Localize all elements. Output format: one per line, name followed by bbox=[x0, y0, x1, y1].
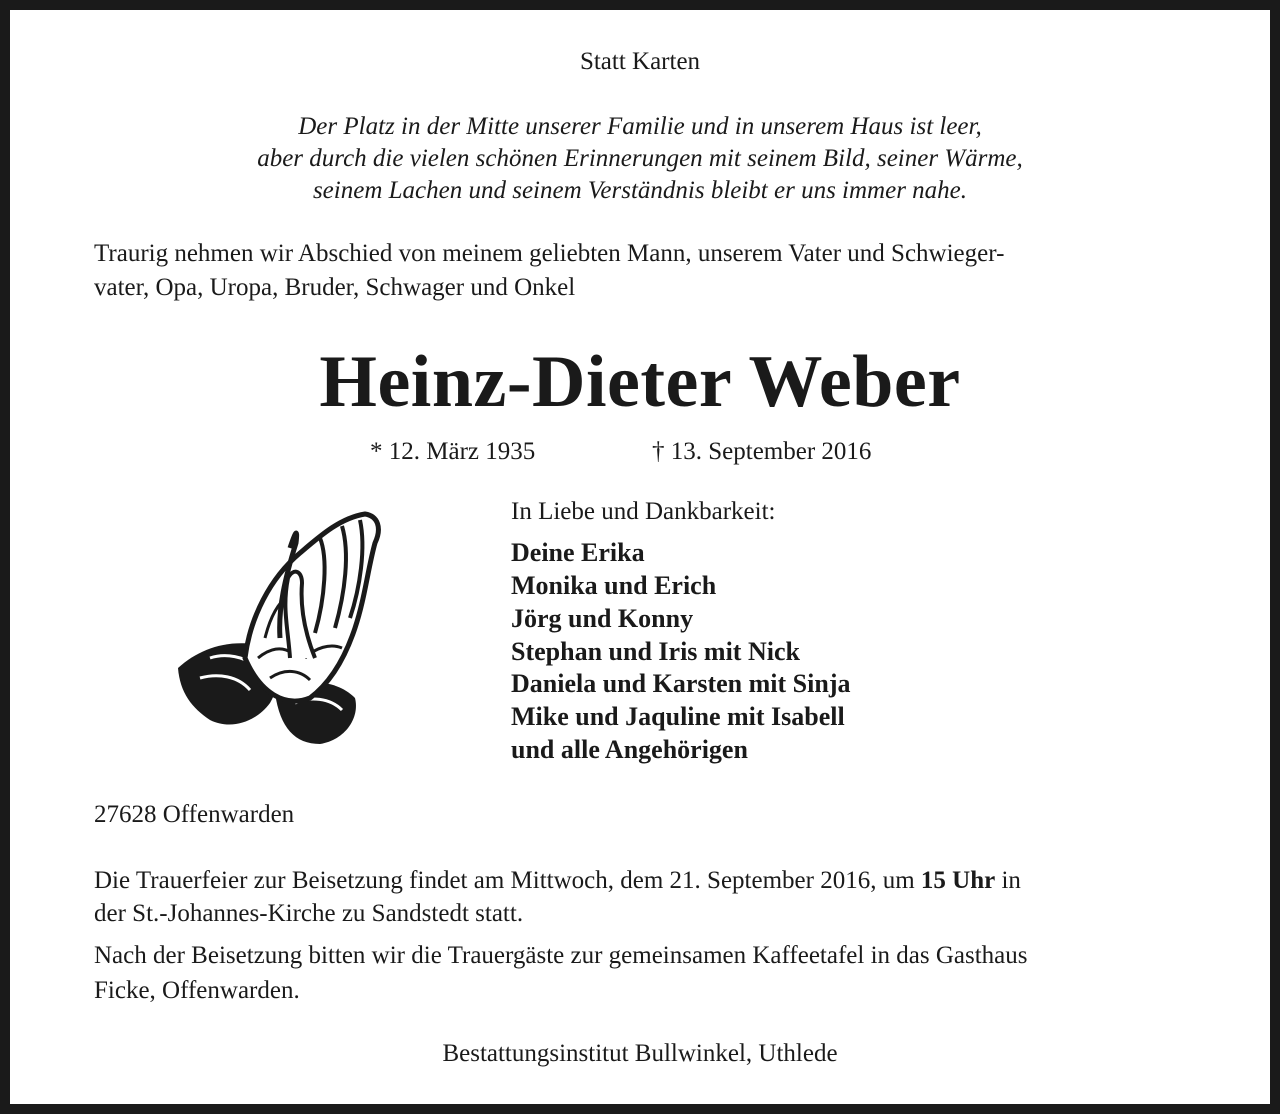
mourner-name: Jörg und Konny bbox=[511, 604, 694, 633]
reception-line-1: Nach der Beisetzung bitten wir die Trauergäste zur gemeinsamen Kaffeetafel in das Gasthaus bbox=[94, 942, 1028, 969]
reception-line-2: Ficke, Offenwarden. bbox=[94, 977, 300, 1004]
ceremony-text-end: in bbox=[995, 867, 1021, 894]
quote-line-2: aber durch die vielen schönen Erinnerungen mit seinem Bild, seiner Wärme, bbox=[257, 145, 1023, 172]
praying-hands-icon bbox=[170, 508, 385, 748]
mourner-name: Monika und Erich bbox=[511, 571, 717, 600]
address: 27628 Offenwarden bbox=[94, 801, 295, 828]
birth-date: * 12. März 1935 bbox=[370, 438, 536, 465]
intro-line-2: vater, Opa, Uropa, Bruder, Schwager und Onkel bbox=[94, 274, 576, 301]
undertaker: Bestattungsinstitut Bullwinkel, Uthlede bbox=[442, 1040, 838, 1067]
mourner-name: und alle Angehörigen bbox=[511, 735, 748, 764]
intro-line-1: Traurig nehmen wir Abschied von meinem geliebten Mann, unserem Vater und Schwieger- bbox=[94, 240, 1005, 267]
mourner-name: Daniela und Karsten mit Sinja bbox=[511, 669, 851, 698]
quote-line-3: seinem Lachen und seinem Verständnis bleibt er uns immer nahe. bbox=[312, 177, 968, 204]
mourners-heading: In Liebe und Dankbarkeit: bbox=[511, 498, 776, 525]
death-date: † 13. September 2016 bbox=[652, 438, 872, 465]
deceased-name: Heinz-Dieter Weber bbox=[319, 341, 961, 423]
ceremony-text: Die Trauerfeier zur Beisetzung findet am Mittwoch, dem 21. September 2016, um bbox=[94, 867, 921, 894]
mourner-name: Deine Erika bbox=[511, 538, 645, 567]
quote-line-1: Der Platz in der Mitte unserer Familie und in unserem Haus ist leer, bbox=[298, 113, 982, 140]
statt-karten-label: Statt Karten bbox=[579, 48, 701, 75]
ceremony-line-2: der St.-Johannes-Kirche zu Sandstedt statt. bbox=[94, 900, 524, 927]
mourner-name: Mike und Jaquline mit Isabell bbox=[511, 702, 845, 731]
ceremony-time: 15 Uhr bbox=[920, 867, 996, 894]
mourner-name: Stephan und Iris mit Nick bbox=[511, 637, 800, 666]
ceremony-line-1 bbox=[94, 864, 1021, 898]
